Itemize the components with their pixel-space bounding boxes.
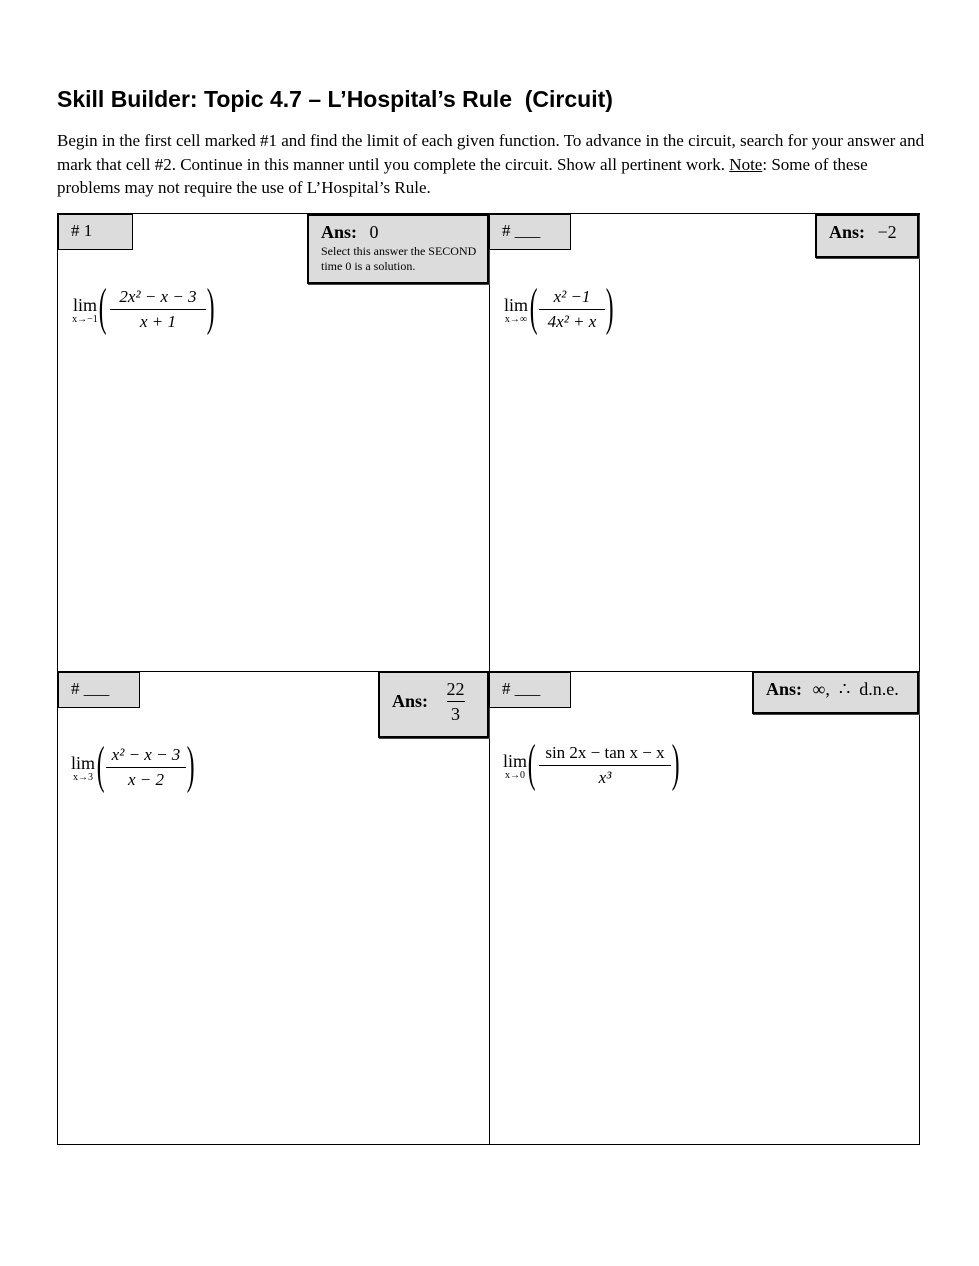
- answer-box: [752, 671, 919, 714]
- answer-label: Ans:: [829, 222, 866, 242]
- fraction-bar: [106, 767, 186, 768]
- answer-box: [378, 671, 489, 738]
- answer-value: ∞, ∴ d.n.e.: [812, 679, 899, 699]
- limit-expression: [501, 279, 701, 342]
- lim-word: lim: [502, 751, 527, 771]
- answer-value: −2: [877, 222, 897, 242]
- limit-operator: [70, 754, 96, 783]
- cell-number-box[interactable]: # ___: [58, 672, 140, 708]
- right-paren: ): [671, 735, 680, 792]
- answer-label: Ans:: [321, 222, 358, 242]
- numerator: x² − x − 3: [111, 745, 181, 764]
- answer-label: Ans:: [392, 691, 429, 711]
- lim-word: lim: [72, 295, 97, 315]
- lim-word: lim: [70, 753, 95, 773]
- lim-subscript: x→−1: [72, 314, 98, 325]
- answer-denominator: 3: [451, 704, 461, 724]
- fraction: [110, 286, 206, 333]
- answer-fraction: [447, 679, 465, 724]
- instructions-note-text: : Some of these problems may not require the use of L’Hospital’s Rule.: [57, 154, 868, 197]
- lim-subscript: x→0: [505, 770, 525, 781]
- denominator: 4x² + x: [547, 312, 597, 331]
- limit-operator: [501, 752, 529, 781]
- answer-note: Select this answer the SECOND time 0 is a solution.: [321, 244, 477, 273]
- answer-label: Ans:: [766, 679, 803, 699]
- lim-word: lim: [503, 295, 528, 315]
- instructions: [57, 129, 927, 200]
- numerator: sin 2x − tan x − x: [545, 743, 665, 762]
- fraction-bar: [539, 765, 671, 766]
- lim-subscript: x→3: [73, 772, 93, 783]
- answer-box: [307, 214, 489, 284]
- fraction-bar: [110, 309, 206, 310]
- fraction: [106, 744, 186, 791]
- instructions-text: Begin in the first cell marked #1 and find the limit of each given function. To advance in the circuit, search for your answer and mark that cell #2. Continue in this manner until you complete the circuit. Show all pertinent work.: [57, 131, 925, 174]
- limit-expression: [501, 735, 721, 798]
- left-paren: (: [98, 279, 107, 336]
- denominator: x + 1: [139, 312, 177, 331]
- denominator: x³: [598, 768, 612, 787]
- answer-fraction-bar: [447, 701, 465, 702]
- circuit-grid: [57, 213, 920, 1145]
- fraction: [539, 286, 605, 333]
- lim-subscript: x→∞: [504, 314, 528, 325]
- answer-numerator: 22: [446, 679, 465, 699]
- limit-operator: [70, 296, 100, 325]
- limit-expression: [70, 279, 270, 342]
- cell-number-box[interactable]: # ___: [489, 672, 571, 708]
- numerator: x² −1: [553, 287, 591, 306]
- left-paren: (: [96, 737, 105, 794]
- denominator: x − 2: [127, 770, 165, 789]
- fraction-bar: [539, 309, 605, 310]
- right-paren: ): [605, 279, 614, 336]
- limit-expression: [70, 737, 270, 800]
- right-paren: ): [186, 737, 195, 794]
- left-paren: (: [527, 735, 536, 792]
- cell-number-box[interactable]: # 1: [58, 214, 133, 250]
- fraction: [539, 742, 671, 789]
- limit-operator: [501, 296, 531, 325]
- cell-number-box[interactable]: # ___: [489, 214, 571, 250]
- note-label: Note: [729, 154, 763, 174]
- left-paren: (: [529, 279, 538, 336]
- answer-box: [815, 214, 919, 258]
- answer-value: 0: [369, 222, 379, 242]
- numerator: 2x² − x − 3: [119, 287, 197, 306]
- right-paren: ): [206, 279, 215, 336]
- page-title: Skill Builder: Topic 4.7 – L’Hospital’s Rule (Circuit): [57, 86, 613, 112]
